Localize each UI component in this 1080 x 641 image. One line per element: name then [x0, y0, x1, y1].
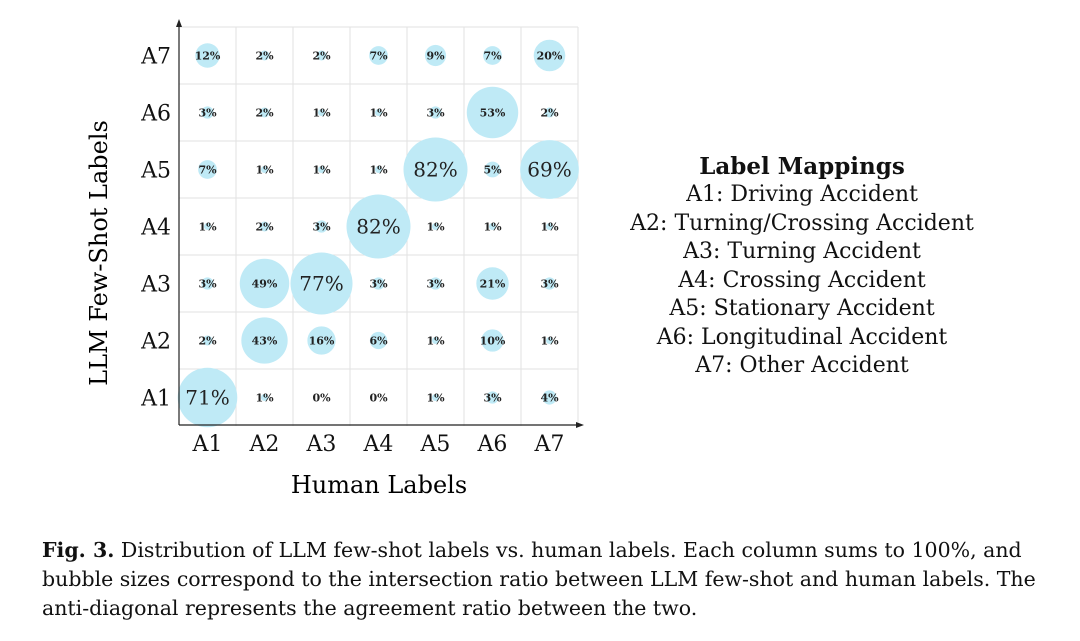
cell-value-label: 0%	[312, 391, 331, 405]
cell-value-label: 3%	[540, 277, 559, 291]
cell-value-label: 1%	[426, 220, 445, 234]
y-tick-label: A7	[141, 44, 171, 70]
label-mappings	[612, 152, 992, 381]
cell-value-label: 1%	[198, 220, 217, 234]
bubble-matrix-chart	[0, 0, 600, 520]
x-axis-arrow	[576, 422, 584, 428]
x-tick-label: A7	[534, 432, 565, 457]
cell-value-label: 20%	[536, 49, 563, 63]
mapping-item-a2: A2: Turning/Crossing Accident	[630, 210, 974, 236]
cell-value-label: 1%	[540, 220, 559, 234]
y-tick-label: A1	[141, 386, 171, 412]
cell-value-label: 1%	[255, 163, 274, 177]
cell-value-label: 9%	[426, 49, 445, 63]
x-tick-label: A5	[420, 432, 451, 457]
figure-caption	[42, 536, 1042, 623]
cell-value-label: 1%	[483, 220, 502, 234]
cell-value-label: 71%	[185, 385, 230, 410]
cell-value-label: 1%	[540, 334, 559, 348]
cell-value-label: 1%	[369, 163, 388, 177]
cell-value-label: 3%	[426, 277, 445, 291]
mapping-item-a1: A1: Driving Accident	[686, 182, 918, 207]
cell-value-label: 77%	[299, 271, 344, 296]
cell-value-label: 1%	[312, 163, 331, 177]
cell-value-label: 3%	[483, 391, 502, 405]
y-axis-title: LLM Few-Shot Labels	[85, 120, 113, 386]
figure-caption-text: Distribution of LLM few-shot labels vs. human labels. Each column sums to 100%, and bubble sizes correspond to the intersection ratio between LLM few-shot and human labels. The anti-diagonal represents the agreement ratio between the two.	[42, 538, 1036, 620]
x-tick-label: A1	[192, 432, 223, 457]
cell-value-label: 49%	[251, 277, 278, 291]
cell-value-label: 2%	[255, 220, 274, 234]
y-tick-label: A5	[141, 158, 171, 184]
y-axis-arrow	[176, 19, 182, 27]
cell-value-label: 7%	[369, 49, 388, 63]
cell-value-label: 7%	[483, 49, 502, 63]
cell-value-label: 1%	[426, 391, 445, 405]
mapping-item-a5: A5: Stationary Accident	[669, 296, 935, 321]
cell-value-label: 69%	[527, 157, 572, 182]
x-tick-label: A4	[363, 432, 394, 457]
x-axis-title: Human Labels	[290, 471, 468, 499]
cell-value-label: 21%	[479, 277, 506, 291]
mapping-item-a6: A6: Longitudinal Accident	[656, 324, 948, 350]
cell-value-label: 2%	[255, 49, 274, 63]
x-tick-label: A6	[477, 432, 508, 457]
cell-value-label: 2%	[312, 49, 331, 63]
cell-value-label: 1%	[255, 391, 274, 405]
cell-value-label: 4%	[540, 391, 559, 405]
label-mappings-title: Label Mappings	[699, 153, 905, 180]
cell-value-label: 3%	[369, 277, 388, 291]
cell-value-label: 10%	[479, 334, 506, 348]
mapping-item-a3: A3: Turning Accident	[683, 239, 921, 264]
cell-value-label: 7%	[198, 163, 217, 177]
cell-value-label: 3%	[312, 220, 331, 234]
cell-value-label: 82%	[356, 214, 401, 239]
cell-value-label: 53%	[479, 106, 506, 120]
cell-value-label: 1%	[369, 106, 388, 120]
cell-value-label: 2%	[198, 334, 217, 348]
cell-value-label: 82%	[413, 157, 458, 182]
cell-value-label: 3%	[198, 277, 217, 291]
cell-value-label: 1%	[426, 334, 445, 348]
y-tick-label: A6	[141, 101, 171, 127]
cell-value-label: 6%	[369, 334, 388, 348]
figure-caption-label: Fig. 3.	[42, 538, 115, 562]
cell-value-label: 1%	[312, 106, 331, 120]
y-tick-label: A4	[141, 215, 171, 241]
cell-value-label: 3%	[426, 106, 445, 120]
cell-value-label: 2%	[540, 106, 559, 120]
cell-value-label: 16%	[308, 334, 335, 348]
y-tick-label: A3	[141, 272, 171, 298]
mapping-item-a7: A7: Other Accident	[695, 353, 909, 378]
cell-value-label: 12%	[194, 49, 221, 63]
x-tick-label: A2	[249, 432, 280, 457]
cell-value-label: 5%	[483, 163, 502, 177]
cell-value-label: 43%	[251, 334, 278, 348]
x-tick-label: A3	[306, 432, 337, 457]
y-tick-label: A2	[141, 329, 171, 355]
cell-value-label: 3%	[198, 106, 217, 120]
cell-value-label: 2%	[255, 106, 274, 120]
cell-value-label: 0%	[369, 391, 388, 405]
mapping-item-a4: A4: Crossing Accident	[678, 267, 926, 293]
